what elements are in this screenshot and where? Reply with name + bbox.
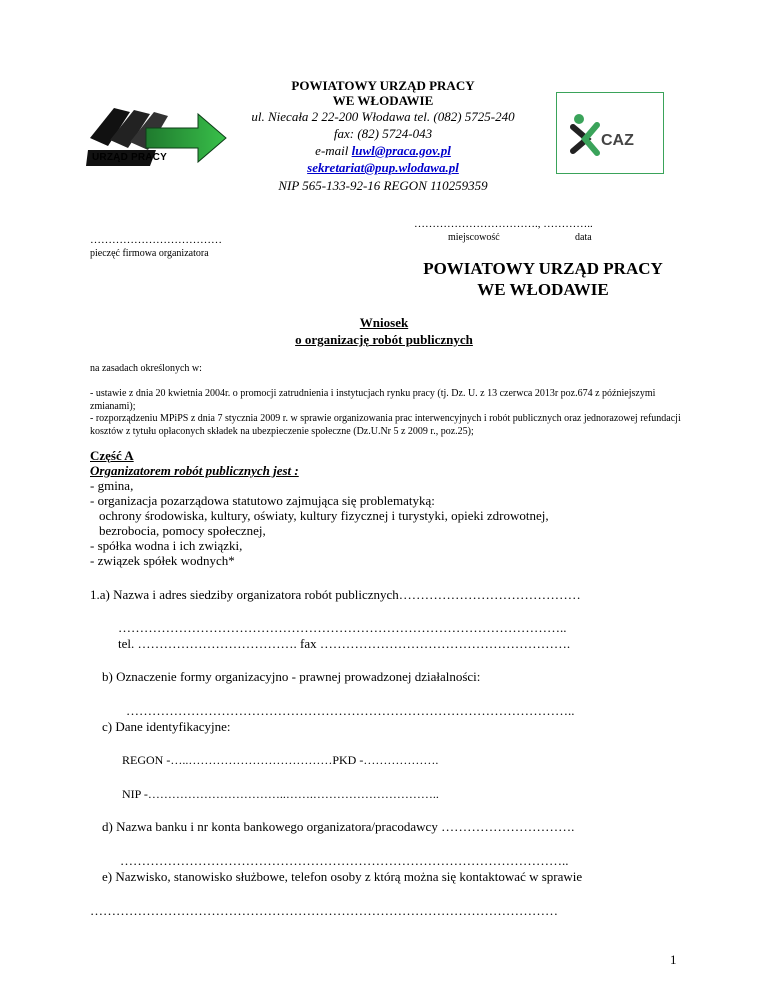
question-1c: c) Dane identyfikacyjne: (102, 719, 231, 734)
question-1a-fill[interactable]: ………………………………………………………………………………………….. (118, 620, 567, 635)
part-a-item: - związek spółek wodnych* (90, 553, 235, 568)
office-name-line2: WE WŁODAWIE (332, 93, 434, 108)
part-a-item: - gmina, (90, 478, 134, 493)
question-1d: d) Nazwa banku i nr konta bankowego organizatora/pracodawcy …………………………. (102, 819, 575, 834)
date-label: data (575, 232, 592, 243)
stamp-label: pieczęć firmowa organizatora (90, 248, 209, 259)
part-a-subheading: Organizatorem robót publicznych jest : (90, 463, 299, 478)
basis-item-1: - ustawie z dnia 20 kwietnia 2004r. o promocji zatrudnienia i instytucjach rynku pracy (tj. Dz. U. z 13 czerwca 2013r poz.674 z późniejszymi zmianami); (90, 388, 656, 412)
logo-left-text: URZĄD PRACY (92, 152, 167, 163)
regon-pkd-fill[interactable]: REGON -…..………………………………PKD -………………. (122, 753, 439, 767)
email-link-2[interactable]: sekretariat@pup.wlodawa.pl (307, 160, 459, 175)
form-title (200, 314, 568, 348)
office-address: ul. Niecała 2 22-200 Włodawa tel. (082) 5725-240 (251, 109, 515, 124)
urzad-pracy-logo (86, 98, 228, 178)
office-name-line1: POWIATOWY URZĄD PRACY (291, 78, 475, 93)
office-email-row (218, 142, 548, 159)
office-nip-regon: NIP 565-133-92-16 REGON 110259359 (278, 178, 488, 193)
basis-item-2: - rozporządzeniu MPiPS z dnia 7 stycznia 2009 r. w sprawie organizowania prac interwencyjnych i robót publicznych oraz jednorazowej refundacji kosztów z tytułu opłaconych składek na ubezpieczenie społeczne (Dz.U.Nr 5 z 2009 r., poz.25); (90, 413, 681, 437)
stamp-dots: ……………………………… (90, 234, 222, 246)
question-1b: b) Oznaczenie formy organizacyjno - prawnej prowadzonej działalności: (102, 669, 481, 684)
caz-logo-text: CAZ (601, 132, 634, 149)
question-1b-fill[interactable]: ………………………………………………………………………………………….. (126, 703, 575, 718)
part-a-item: - spółka wodna i ich związki, (90, 538, 243, 553)
question-1d-fill[interactable]: ………………………………………………………………………………………….. (120, 853, 569, 868)
place-label: miejscowość (448, 232, 500, 243)
office-email-row-2 (218, 159, 548, 177)
part-a-heading: Część A (90, 448, 134, 463)
office-info (218, 78, 548, 194)
part-a-item: - organizacja pozarządowa statutowo zajmująca się problematyką: (90, 493, 435, 508)
addressee (386, 258, 700, 300)
caz-logo (556, 92, 664, 174)
page-number: 1 (670, 952, 677, 967)
form-title-line2: o organizację robót publicznych (295, 332, 473, 347)
part-a (90, 448, 710, 568)
nip-fill[interactable]: NIP -……………………………..…….………………………….. (122, 787, 439, 801)
part-a-item: bezrobocia, pomocy społecznej, (99, 523, 266, 538)
office-fax: fax: (82) 5724-043 (333, 126, 433, 141)
place-date-dots: ……………………………., ………….. (414, 218, 593, 230)
part-a-item: ochrony środowiska, kultury, oświaty, kultury fizycznej i turystyki, opieki zdrowotnej, (99, 508, 549, 523)
form-title-line1: Wniosek (359, 315, 409, 330)
question-1e-fill[interactable]: ……………………………………………………………………………………………… (90, 903, 558, 918)
email-link-1[interactable]: luwl@praca.gov.pl (351, 143, 451, 158)
addressee-line1: POWIATOWY URZĄD PRACY (423, 259, 663, 278)
basis-intro: na zasadach określonych w: (90, 363, 202, 374)
question-1e: e) Nazwisko, stanowisko służbowe, telefon osoby z którą można się kontaktować w sprawie (102, 869, 583, 884)
addressee-line2: WE WŁODAWIE (477, 280, 609, 299)
email-label: e-mail (315, 143, 352, 158)
question-1a: 1.a) Nazwa i adres siedziby organizatora robót publicznych…………………………………… (90, 587, 581, 602)
tel-fax-fill[interactable]: tel. ………………………………. fax …………………………………………………. (118, 636, 571, 651)
caz-logo-icon (557, 93, 663, 173)
arrows-logo-icon (86, 98, 228, 178)
